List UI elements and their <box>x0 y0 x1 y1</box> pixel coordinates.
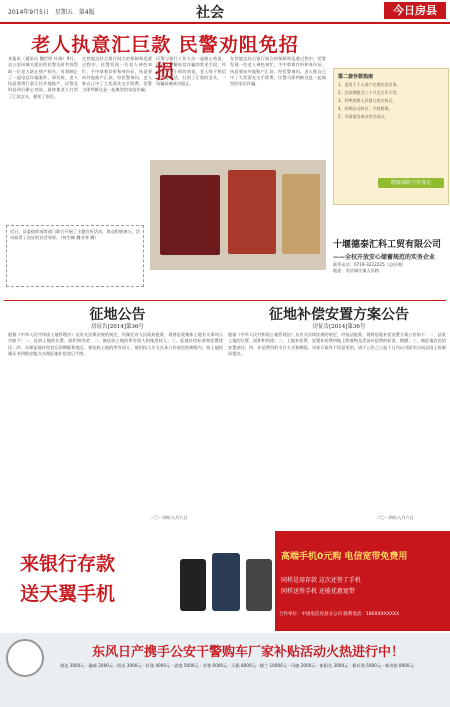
sidebar-line: 1、适用于个人客户定期存款业务。 <box>338 82 401 87</box>
telecom-ad-sub1: 同样是用存款 这次还签了手机 <box>281 577 361 584</box>
inset-text: 近日，县委组织部等部门联合开展了主题宣传活动，群众积极参与，活动取得了良好的社会效果。（何生峰 魏书琴 摄） <box>10 229 140 241</box>
notice-right-number: 房征告[2014]第36号 <box>312 324 366 330</box>
inset-box <box>6 225 144 287</box>
bank-ad-line2: 送天翼手机 <box>20 583 116 605</box>
bank-ad-line1: 来银行存款 <box>20 553 116 575</box>
page-header <box>0 0 450 24</box>
section-divider <box>4 300 446 301</box>
phone-image <box>212 553 240 611</box>
sidebar-line: 2、存款期限为三个月至五年不等。 <box>338 90 401 95</box>
main-headline: 老人执意汇巨款 民警劝阻免招损 <box>31 34 299 83</box>
notice-right-body: 根据《中华人民共和国土地管理法》及有关法律法规的规定，经依法批准，现将征地补偿安置方案公告如下：一、征收土地的位置、面积和用途；二、土地补偿费、安置补助费和地上附着物及青苗补偿费的标准、数额；三、被征地农民的安置途径；四、补偿费用的支付方式和期限。对本方案有不同意见的，请于公告之日起十日内以书面形式向县国土资源局提出。 <box>228 332 446 356</box>
nissan-ad <box>0 633 450 707</box>
company-name: 十堰德泰汇科工贸有限公司 <box>333 240 442 250</box>
nissan-ad-prices: 骐达 3000元 · 骊威 2000元 · 阳光 3000元 · 轩逸 4000元 · 逍客 5000元 · 奇骏 6000元 · 天籁 8000元 · 楼兰 10000元 · 玛驰 2000元 · 新阳光 3000元 · 新轩逸 5000元 · 新奇骏 8000元 <box>60 663 414 668</box>
article-col-1: 本报讯（通讯员 魏世明 杜娟）9月，县公安局城关派出所民警及时有效帮助一位老人防止财产损失，有效制止了一起电信诈骗案件。事发时，老人执意要将巨款汇往外地账户，民警及时赶到后耐心劝说，最终使老人打消了汇款念头，避免了损失。 <box>8 56 78 99</box>
notice-right-title: 征地补偿安置方案公告 <box>269 307 409 323</box>
telecom-ad-title: 高端手机0元购 电信宽带免费用 <box>281 552 408 562</box>
nissan-logo-icon <box>6 639 44 677</box>
passbook-image <box>228 170 276 254</box>
passbook-image <box>160 175 220 255</box>
article-photo <box>150 160 326 270</box>
sidebar-line: 5、详情请咨询各营业网点。 <box>338 114 389 119</box>
sidebar-line: 3、利率按照人民银行规定执行。 <box>338 98 397 103</box>
phone-image <box>246 559 272 611</box>
issue-date: 2014年9月5日 星期五 第4版 <box>8 9 95 16</box>
sidebar-line: 4、到期自动转存，手续简便。 <box>338 106 393 111</box>
sidebar-banner[interactable]: 健康保险与你身边 <box>378 178 444 188</box>
section-title: 社会 <box>196 5 224 21</box>
phone-image <box>180 559 206 611</box>
company-info: 联系电话：0719-3222225（总经理） 地址：房县城关镇人民路 <box>333 262 406 274</box>
notice-left-number: 房征告[2014]第36号 <box>91 324 144 330</box>
certificate-image <box>282 174 320 254</box>
sidebar-title: 第二套存款指南 <box>338 74 374 80</box>
masthead-logo: 今日房县 <box>384 2 446 19</box>
telecom-ad-sub2: 同样送签手机 还能优惠宽带 <box>281 588 355 595</box>
article-col-3: 民警与银行工作人员一起耐心劝说，向老人讲解电信诈骗的常见手段，经过半个多小时的劝说，老人终于相信了民警的话，打消了汇款的念头，一场骗局被成功阻止。 <box>156 56 226 87</box>
notice-right-date: 二〇一四年八月六日 <box>376 515 414 520</box>
notice-left-title: 征地公告 <box>89 307 146 323</box>
telecom-ad-footer: 合作单位：中国电信房县分公司 联系电话：186XXXXXXXX <box>279 612 400 617</box>
telecom-ad <box>275 531 450 631</box>
phone-images <box>180 553 275 621</box>
article-col-2: 在营地边驻点银行网点的保障和巡逻过程中，民警发现一位老人神色匆忙，手中拿着存折和身份证，执意要向外地账户汇款，经民警询问，老人称自己中了大奖需先交手续费。民警当即判断这是一起典型的电信诈骗。 <box>82 56 152 93</box>
notice-left-body: 根据《中华人民共和国土地管理法》及有关法律法规的规定，经湖北省人民政府批准，现将征收集体土地有关事项公告如下：一、征收土地的位置、面积和用途；二、被征收土地的所有权人和使用权人；三、征地补偿标准和安置途径；四、办理征地补偿登记的期限和地点。被征收土地的所有权人、使用权人应当在本公告规定的期限内，持土地权属证书到指定地点办理征地补偿登记手续。 <box>8 332 223 356</box>
article-col-4: 在营地边驻点银行网点的保障和巡逻过程中，民警发现一位老人神色匆忙，手中拿着存折和身份证，执意要向外地账户汇款，经民警询问，老人称自己中了大奖需先交手续费。民警当即判断这是一起典型的电信诈骗。 <box>230 56 326 87</box>
company-slogan: ——全权开放安心储蓄规范的实务企业 <box>333 254 436 261</box>
nissan-ad-title: 东风日产携手公安干警购车厂家补贴活动火热进行中！ <box>92 645 405 660</box>
notice-left-date: 二〇一四年八月六日 <box>150 515 188 520</box>
